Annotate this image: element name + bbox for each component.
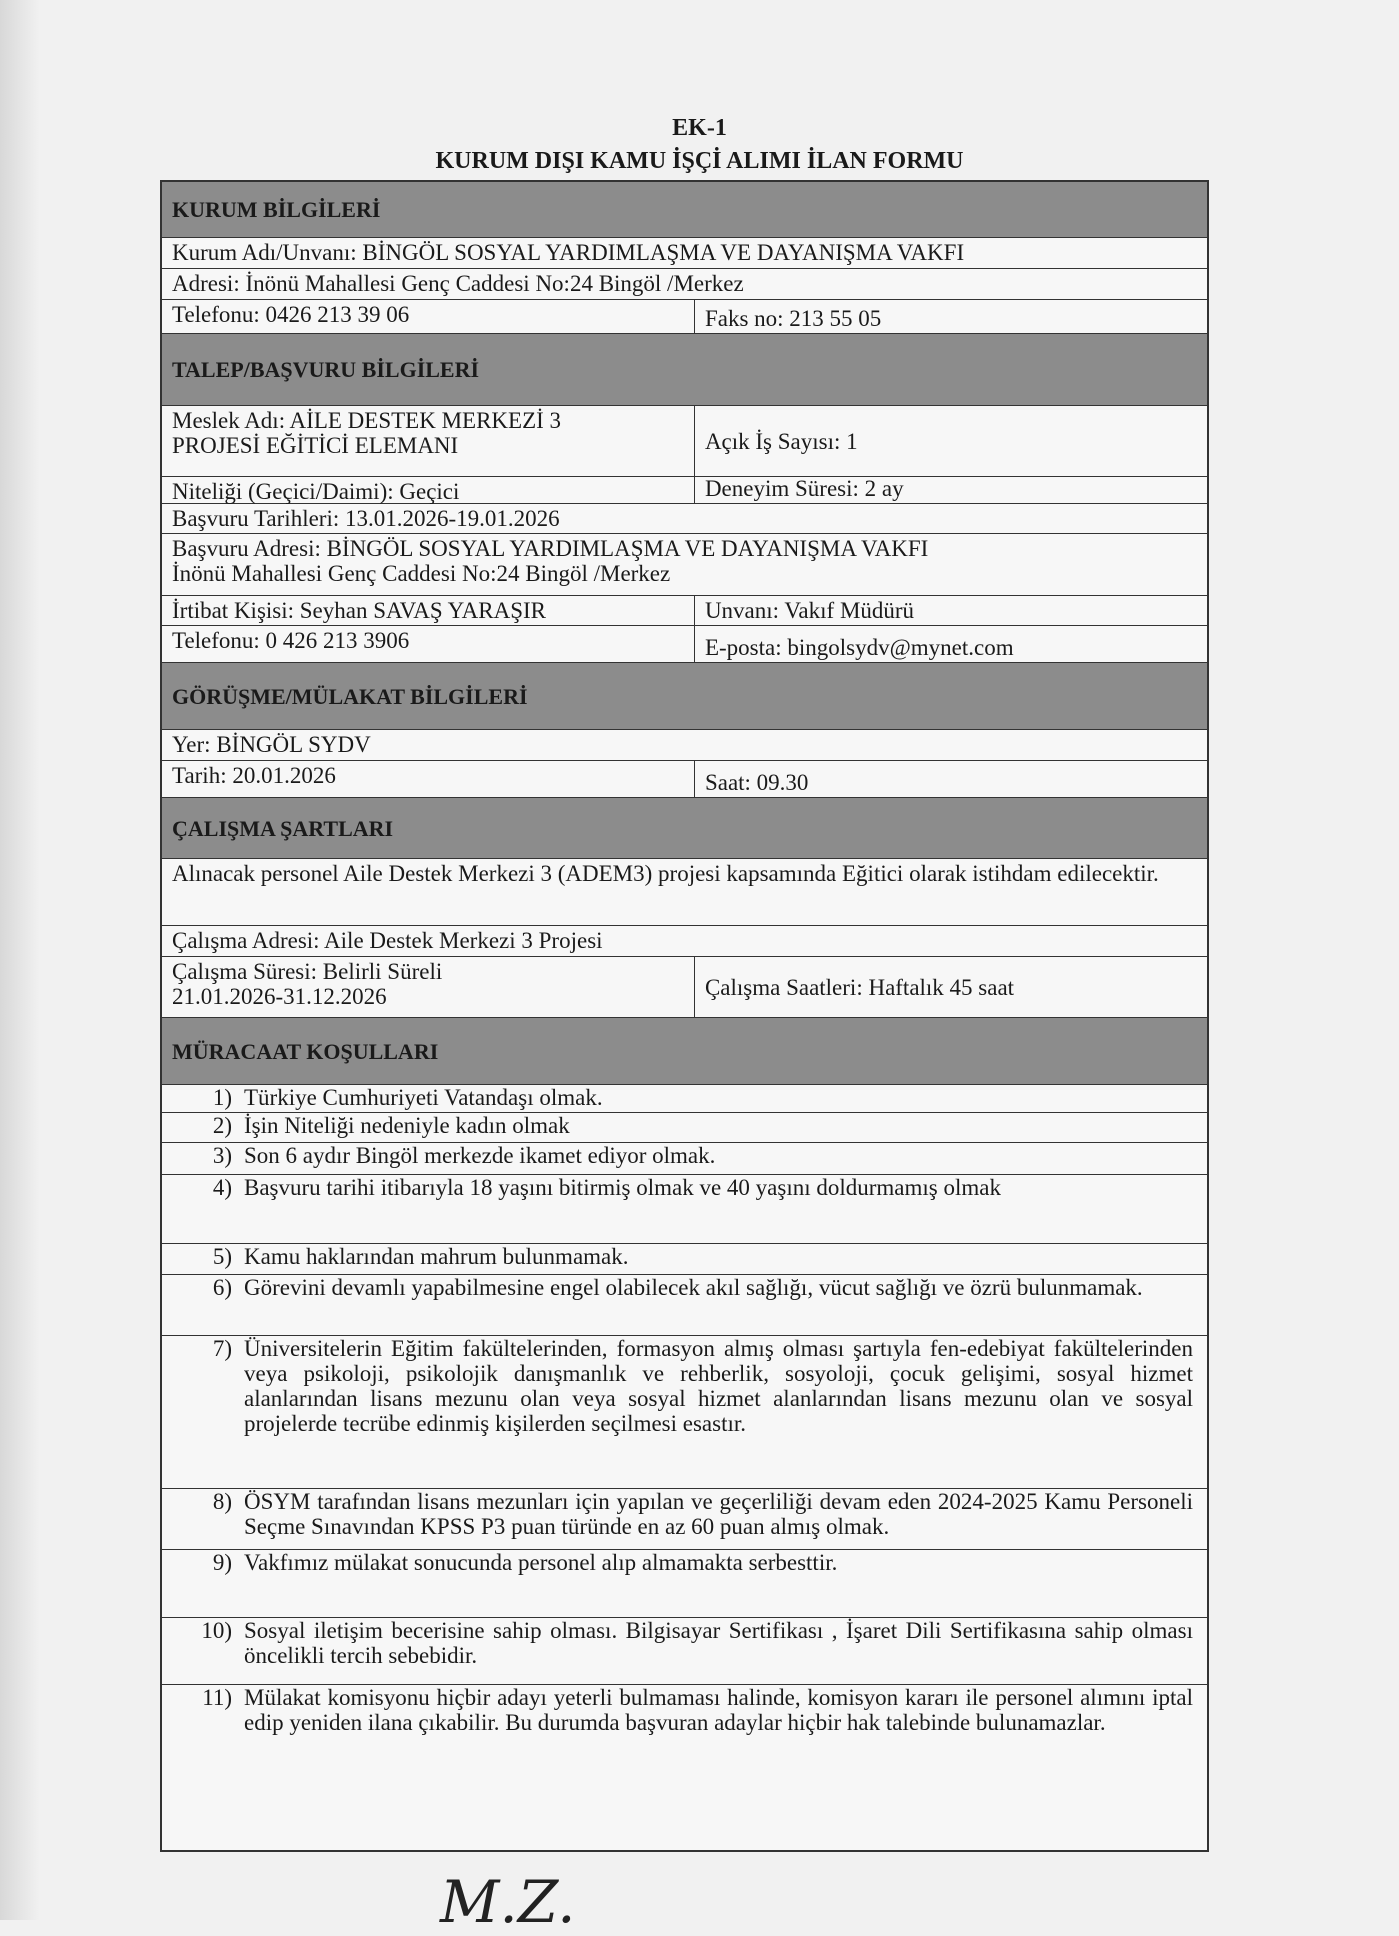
condition-item <box>162 1550 1207 1618</box>
condition-item <box>162 1175 1207 1244</box>
section-header-talep: TALEP/BAŞVURU BİLGİLERİ <box>162 334 1207 406</box>
condition-item <box>162 1685 1207 1850</box>
condition-text: İşin Niteliği nedeniyle kadın olmak <box>244 1113 570 1138</box>
acik-is-sayisi: Açık İş Sayısı: 1 <box>704 428 858 454</box>
condition-text: Türkiye Cumhuriyeti Vatandaşı olmak. <box>244 1085 603 1110</box>
condition-number: 2) <box>212 1113 232 1138</box>
condition-text: ÖSYM tarafından lisans mezunları için yapılan ve geçerliliği devam eden 2024-2025 Kamu Personeli Seçme Sınavından KPSS P3 puan türünde en az 60 puan almış olmak. <box>244 1489 1193 1539</box>
condition-text: Görevini devamlı yapabilmesine engel olabilecek akıl sağlığı, vücut sağlığı ve özrü bulunmamak. <box>244 1275 1143 1300</box>
nitelik: Niteliği (Geçici/Daimi): Geçici <box>162 477 695 503</box>
condition-text: Sosyal iletişim becerisine sahip olması. Bilgisayar Sertifikası , İşaret Dili Sertifikasına sahip olması öncelikli tercih sebebidir. <box>244 1618 1193 1668</box>
section-header-calisma: ÇALIŞMA ŞARTLARI <box>162 798 1207 859</box>
kurum-name: Kurum Adı/Unvanı: BİNGÖL SOSYAL YARDIMLAŞMA VE DAYANIŞMA VAKFI <box>172 240 965 265</box>
section-header-gorusme: GÖRÜŞME/MÜLAKAT BİLGİLERİ <box>162 663 1207 730</box>
condition-number: 3) <box>212 1143 232 1168</box>
condition-item <box>162 1618 1207 1685</box>
talep-email: E-posta: bingolsydv@mynet.com <box>704 635 1014 660</box>
unvan: Unvanı: Vakıf Müdürü <box>704 598 915 623</box>
section-header-kurum: KURUM BİLGİLERİ <box>162 182 1207 238</box>
condition-number: 9) <box>212 1550 232 1575</box>
condition-item <box>162 1113 1207 1143</box>
condition-number: 8) <box>212 1489 232 1514</box>
form-table <box>160 180 1209 1852</box>
condition-text: Kamu haklarından mahrum bulunmamak. <box>244 1244 629 1269</box>
basvuru-tarihleri: Başvuru Tarihleri: 13.01.2026-19.01.2026 <box>172 506 560 531</box>
condition-item <box>162 1143 1207 1175</box>
meslek-line-2: PROJESİ EĞİTİCİ ELEMANI <box>172 433 459 458</box>
kurum-fax: Faks no: 213 55 05 <box>704 306 882 331</box>
gorusme-saat: Saat: 09.30 <box>704 770 809 795</box>
basvuru-adresi-2: İnönü Mahallesi Genç Caddesi No:24 Bingöl /Merkez <box>172 561 671 586</box>
condition-text: Son 6 aydır Bingöl merkezde ikamet ediyor olmak. <box>244 1143 716 1168</box>
irtibat-kisisi: İrtibat Kişisi: Seyhan SAVAŞ YARAŞIR <box>162 596 695 625</box>
condition-number: 4) <box>212 1175 232 1200</box>
condition-item <box>162 1085 1207 1113</box>
condition-text: Üniversitelerin Eğitim fakültelerinden, formasyon almış olması şartıyla fen-edebiyat fakültelerinden veya psikoloji, psikolojik danışmanlık ve rehberlik, sosyoloji, çocuk gelişimi, sosyal hizmet alanlarından lisans mezunu olan veya sosyal hizmet alanlarından lisans mezunu olan ve sosyal projelerde tecrübe edinmiş kişilerden seçilmesi esastır. <box>244 1336 1193 1436</box>
gorusme-yer: Yer: BİNGÖL SYDV <box>172 732 371 757</box>
condition-item <box>162 1244 1207 1275</box>
condition-text: Mülakat komisyonu hiçbir adayı yeterli bulmaması halinde, komisyon kararı ile personel alımını iptal edip yeniden ilana çıkabilir. Bu durumda başvuran adaylar hiçbir hak talebinde bulunamazlar. <box>244 1685 1193 1735</box>
condition-number: 11) <box>202 1685 232 1710</box>
condition-number: 10) <box>201 1618 232 1643</box>
meslek-line-1: Meslek Adı: AİLE DESTEK MERKEZİ 3 <box>172 408 562 433</box>
condition-text: Vakfımız mülakat sonucunda personel alıp almamakta serbesttir. <box>244 1550 838 1575</box>
handwritten-initials: M.Z. <box>440 1868 576 1936</box>
calisma-suresi-2: 21.01.2026-31.12.2026 <box>172 984 387 1009</box>
condition-item <box>162 1275 1207 1336</box>
condition-text: Başvuru tarihi itibarıyla 18 yaşını bitirmiş olmak ve 40 yaşını doldurmamış olmak <box>244 1175 1001 1200</box>
condition-number: 6) <box>212 1275 232 1300</box>
calisma-aciklama: Alınacak personel Aile Destek Merkezi 3 (ADEM3) projesi kapsamında Eğitici olarak istihdam edilecektir. <box>172 861 1159 886</box>
gorusme-tarih: Tarih: 20.01.2026 <box>162 761 695 797</box>
condition-number: 7) <box>212 1336 232 1361</box>
condition-number: 1) <box>212 1085 232 1110</box>
document-title: KURUM DIŞI KAMU İŞÇİ ALIMI İLAN FORMU <box>435 148 964 174</box>
calisma-adresi: Çalışma Adresi: Aile Destek Merkezi 3 Projesi <box>172 928 603 953</box>
condition-item <box>162 1336 1207 1489</box>
scan-edge <box>0 0 40 1920</box>
annex-label: EK-1 <box>672 115 727 141</box>
kurum-phone: Telefonu: 0426 213 39 06 <box>162 300 695 333</box>
section-header-muracaat: MÜRACAAT KOŞULLARI <box>162 1018 1207 1085</box>
calisma-suresi-1: Çalışma Süresi: Belirli Süreli <box>172 959 443 984</box>
talep-phone: Telefonu: 0 426 213 3906 <box>162 626 695 662</box>
basvuru-adresi-1: Başvuru Adresi: BİNGÖL SOSYAL YARDIMLAŞMA VE DAYANIŞMA VAKFI <box>172 536 929 561</box>
deneyim-suresi: Deneyim Süresi: 2 ay <box>704 476 904 501</box>
kurum-address: Adresi: İnönü Mahallesi Genç Caddesi No:24 Bingöl /Merkez <box>172 271 744 296</box>
calisma-saatleri: Çalışma Saatleri: Haftalık 45 saat <box>704 974 1015 1000</box>
condition-item <box>162 1489 1207 1550</box>
condition-number: 5) <box>212 1244 232 1269</box>
